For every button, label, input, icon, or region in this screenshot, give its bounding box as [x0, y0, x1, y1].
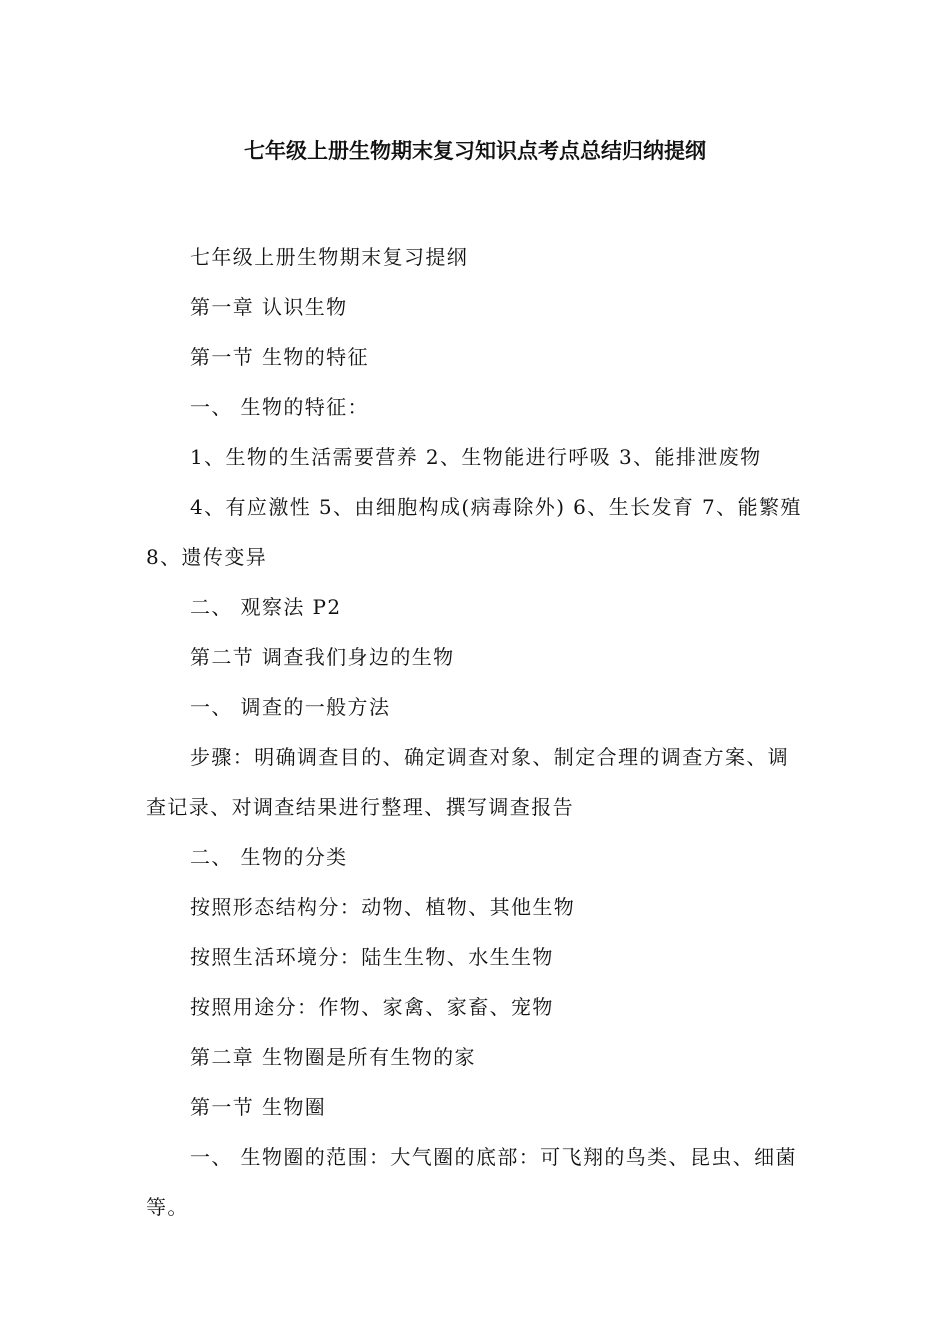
paragraph-features-list-1: 1、生物的生活需要营养 2、生物能进行呼吸 3、能排泄废物 [190, 445, 762, 469]
paragraph-section-2: 第二节 调查我们身边的生物 [190, 645, 455, 669]
paragraph-classification-habitat: 按照生活环境分：陆生生物、水生生物 [190, 945, 554, 969]
paragraph-outline-heading: 七年级上册生物期末复习提纲 [190, 245, 469, 269]
paragraph-observation: 二、 观察法 P2 [190, 595, 342, 619]
document-body [146, 232, 810, 1232]
paragraph-features-list-2: 4、有应激性 5、由细胞构成(病毒除外) 6、生长发育 7、能繁殖 8、遗传变异 [146, 495, 802, 569]
paragraph-section-1: 第一节 生物的特征 [190, 345, 369, 369]
paragraph-survey-method: 一、 调查的一般方法 [190, 695, 391, 719]
paragraph-biosphere-section: 第一节 生物圈 [190, 1095, 327, 1119]
paragraph-survey-steps: 步骤：明确调查目的、确定调查对象、制定合理的调查方案、调查记录、对调查结果进行整理、撰写调查报告 [146, 745, 790, 819]
paragraph-biosphere-scope: 一、 生物圈的范围：大气圈的底部：可飞翔的鸟类、昆虫、细菌等。 [146, 1145, 797, 1219]
paragraph-classification-form: 按照形态结构分：动物、植物、其他生物 [190, 895, 576, 919]
paragraph-chapter-1: 第一章 认识生物 [190, 295, 348, 319]
paragraph-classification-use: 按照用途分：作物、家禽、家畜、宠物 [190, 995, 554, 1019]
paragraph-chapter-2: 第二章 生物圈是所有生物的家 [190, 1045, 476, 1069]
paragraph-features-heading: 一、 生物的特征： [190, 395, 369, 419]
paragraph-classification-heading: 二、 生物的分类 [190, 845, 348, 869]
document-title: 七年级上册生物期末复习知识点考点总结归纳提纲 [244, 139, 706, 163]
